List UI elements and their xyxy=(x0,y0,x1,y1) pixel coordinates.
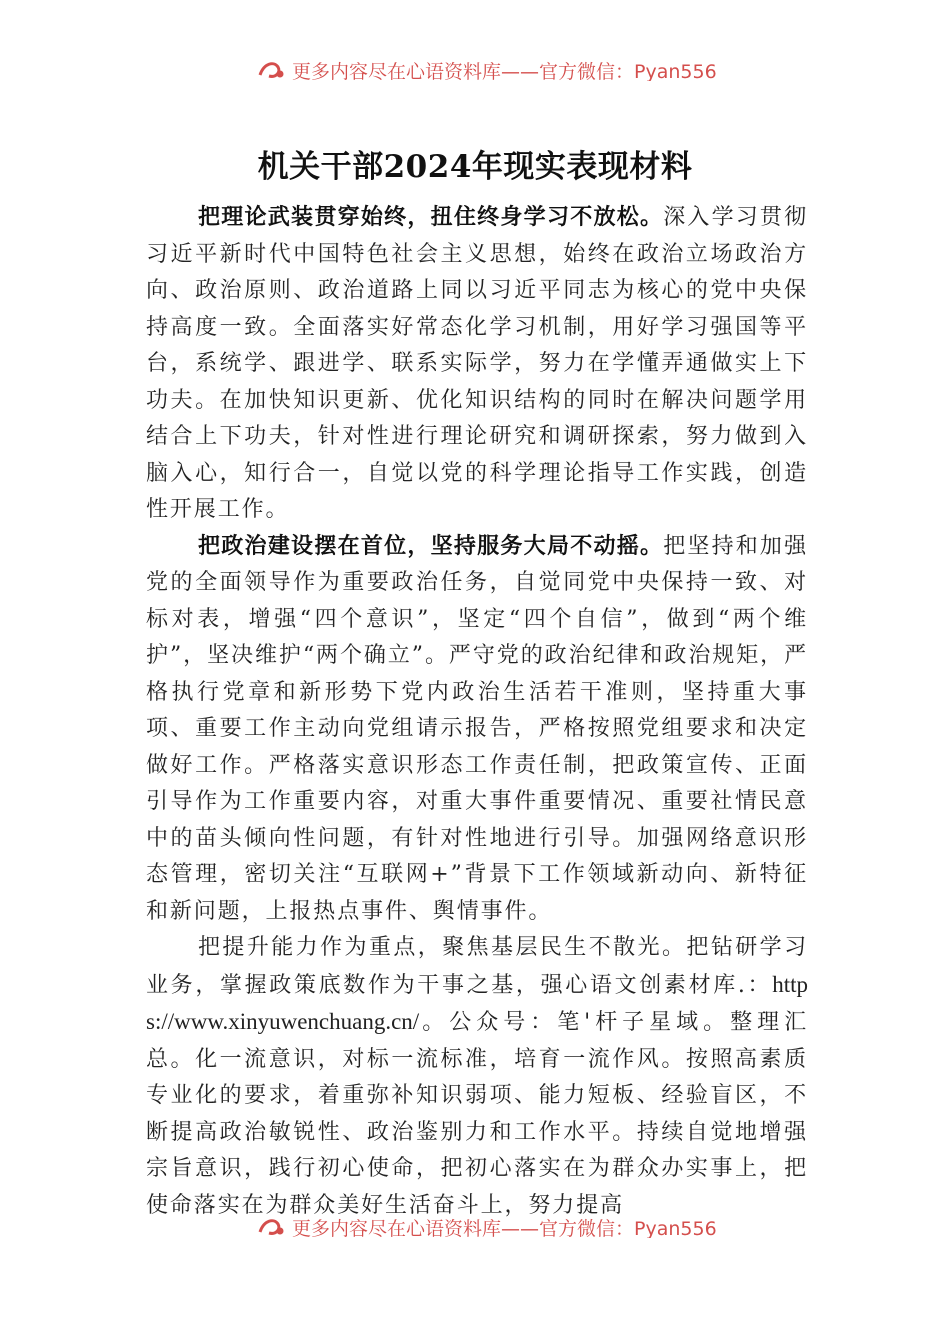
watermark-text: 更多内容尽在心语资料库——官方微信：Pyan556 xyxy=(292,61,717,81)
paragraph-1-heading: 把理论武装贯穿始终，扭住终身学习不放松。 xyxy=(198,205,664,230)
paragraph-2-heading: 把政治建设摆在首位，坚持服务大局不动摇。 xyxy=(198,533,664,559)
paragraph-3-text: 把提升能力作为重点，聚焦基层民生不散光。把钻研学习业务，掌握政策底数作为干事之基，强心语文创素材库.： xyxy=(146,935,808,998)
document-body xyxy=(146,200,808,1224)
watermark-text: 更多内容尽在心语资料库——官方微信：Pyan556 xyxy=(292,1218,717,1238)
document-title: 机关干部2024年现实表现材料 xyxy=(257,149,693,185)
website-link[interactable]: https://www.xinyuwenchuang.cn/ xyxy=(146,971,808,1034)
watermark-header xyxy=(256,55,776,81)
logo-icon xyxy=(256,1216,288,1238)
paragraph-2-text: 把坚持和加强党的全面领导作为重要政治任务，自觉同党中央保持一致、对标对表，增强“四个意识”，坚定“四个自信”，做到“两个维护”，坚决维护“两个确立”。严守党的政治纪律和政治规矩，严格执行党章和新形势下党内政治生活若干准则，坚持重大事项、重要工作主动向党组请示报告，严格按照党组要求和决定做好工作。严格落实意识形态工作责任制，把政策宣传、正面引导作为工作重要内容，对重大事件重要情况、重要社情民意中的苗头倾向性问题，有针对性地进行引导。加强网络意识形态管理，密切关注“互联网+”背景下工作领域新动向、新特征和新问题，上报热点事件、舆情事件。 xyxy=(146,533,808,924)
paragraph-2 xyxy=(146,529,808,931)
paragraph-1 xyxy=(146,200,808,529)
paragraph-3 xyxy=(146,930,808,1224)
watermark-footer xyxy=(256,1212,776,1238)
logo-icon xyxy=(256,59,288,81)
paragraph-3-text-cont: 。公众号：笔'杆子星域。整理汇总。化一流意识，对标一流标准，培育一流作风。按照高素质专业化的要求，着重弥补知识弱项、能力短板、经验盲区，不断提高政治敏锐性、政治鉴别力和工作水平。持续自觉地增强宗旨意识，践行初心使命，把初心落实在为群众办实事上，把使命落实在为群众美好生活奋斗上，努力提高 xyxy=(146,1010,808,1218)
paragraph-1-text: 深入学习贯彻习近平新时代中国特色社会主义思想，始终在政治立场政治方向、政治原则、政治道路上同以习近平同志为核心的党中央保持高度一致。全面落实好常态化学习机制，用好学习强国等平台，系统学、跟进学、联系实际学，努力在学懂弄通做实上下功夫。在加快知识更新、优化知识结构的同时在解决问题学用结合上下功夫，针对性进行理论研究和调研探索，努力做到入脑入心，知行合一，自觉以党的科学理论指导工作实践，创造性开展工作。 xyxy=(146,205,808,522)
